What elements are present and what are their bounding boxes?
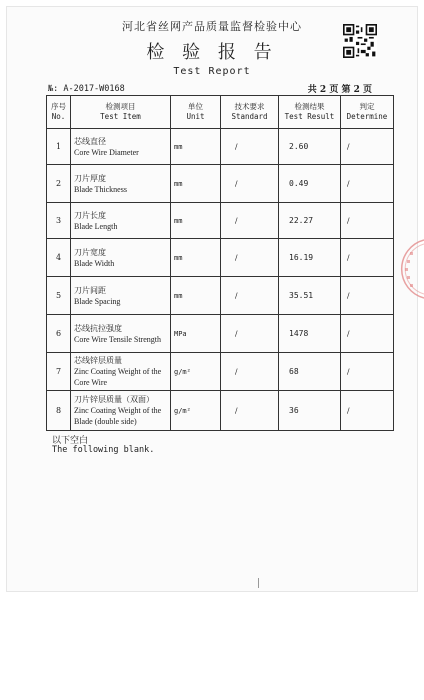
blank-note-en: The following blank. [52,445,155,455]
official-seal-stamp [400,238,424,300]
row-number: 2 [47,165,71,203]
table-row [47,353,394,391]
test-item: 芯线直径 Core Wire Diameter [71,129,171,165]
table-header-row [47,96,394,129]
determine: / [341,129,394,165]
table-row [47,203,394,239]
table-row [47,239,394,277]
determine: / [341,203,394,239]
column-header: 技术要求 Standard [221,96,279,129]
test-item: 刀片间距 Blade Spacing [71,277,171,315]
test-item: 刀片锌层质量（双面） Zinc Coating Weight of the Blade (double side) [71,391,171,431]
row-number: 8 [47,391,71,431]
table-row [47,315,394,353]
determine: / [341,391,394,431]
test-item: 刀片厚度 Blade Thickness [71,165,171,203]
report-number: №: A-2017-W0168 [48,84,125,94]
page-edge-mark [258,578,259,588]
blank-note-cn: 以下空白 [52,436,89,446]
test-results-table [46,95,394,431]
standard: / [221,315,279,353]
determine: / [341,315,394,353]
table-row [47,165,394,203]
determine: / [341,165,394,203]
unit: mm [171,277,221,315]
determine: / [341,239,394,277]
unit: mm [171,239,221,277]
page-count: 共 2 页 第 2 页 [307,85,372,95]
test-result: 22.27 [279,203,341,239]
column-header: 单位 Unit [171,96,221,129]
test-result: 35.51 [279,277,341,315]
test-item: 刀片宽度 Blade Width [71,239,171,277]
test-item: 芯线锌层质量 Zinc Coating Weight of the Core Wire [71,353,171,391]
organization-name: 河北省丝网产品质量监督检验中心 [122,20,302,33]
row-number: 4 [47,239,71,277]
row-number: 3 [47,203,71,239]
standard: / [221,129,279,165]
test-result: 2.60 [279,129,341,165]
standard: / [221,277,279,315]
test-result: 0.49 [279,165,341,203]
table-row [47,277,394,315]
standard: / [221,353,279,391]
test-result: 16.19 [279,239,341,277]
row-number: 7 [47,353,71,391]
unit: mm [171,165,221,203]
row-number: 6 [47,315,71,353]
determine: / [341,353,394,391]
column-header: 序号 No. [47,96,71,129]
unit: g/m² [171,353,221,391]
standard: / [221,239,279,277]
table-row [47,391,394,431]
determine: / [341,277,394,315]
standard: / [221,391,279,431]
unit: g/m² [171,391,221,431]
unit: mm [171,203,221,239]
row-number: 1 [47,129,71,165]
standard: / [221,165,279,203]
test-item: 刀片长度 Blade Length [71,203,171,239]
column-header: 判定 Determine [341,96,394,129]
table-row [47,129,394,165]
column-header: 检测项目 Test Item [71,96,171,129]
qr-code-icon [343,24,377,58]
unit: mm [171,129,221,165]
test-result: 1478 [279,315,341,353]
test-result: 36 [279,391,341,431]
standard: / [221,203,279,239]
row-number: 5 [47,277,71,315]
report-subtitle: Test Report [173,66,251,77]
test-result: 68 [279,353,341,391]
column-header: 检测结果 Test Result [279,96,341,129]
unit: MPa [171,315,221,353]
test-item: 芯线抗拉强度 Core Wire Tensile Strength [71,315,171,353]
report-title: 检 验 报 告 [146,42,278,63]
